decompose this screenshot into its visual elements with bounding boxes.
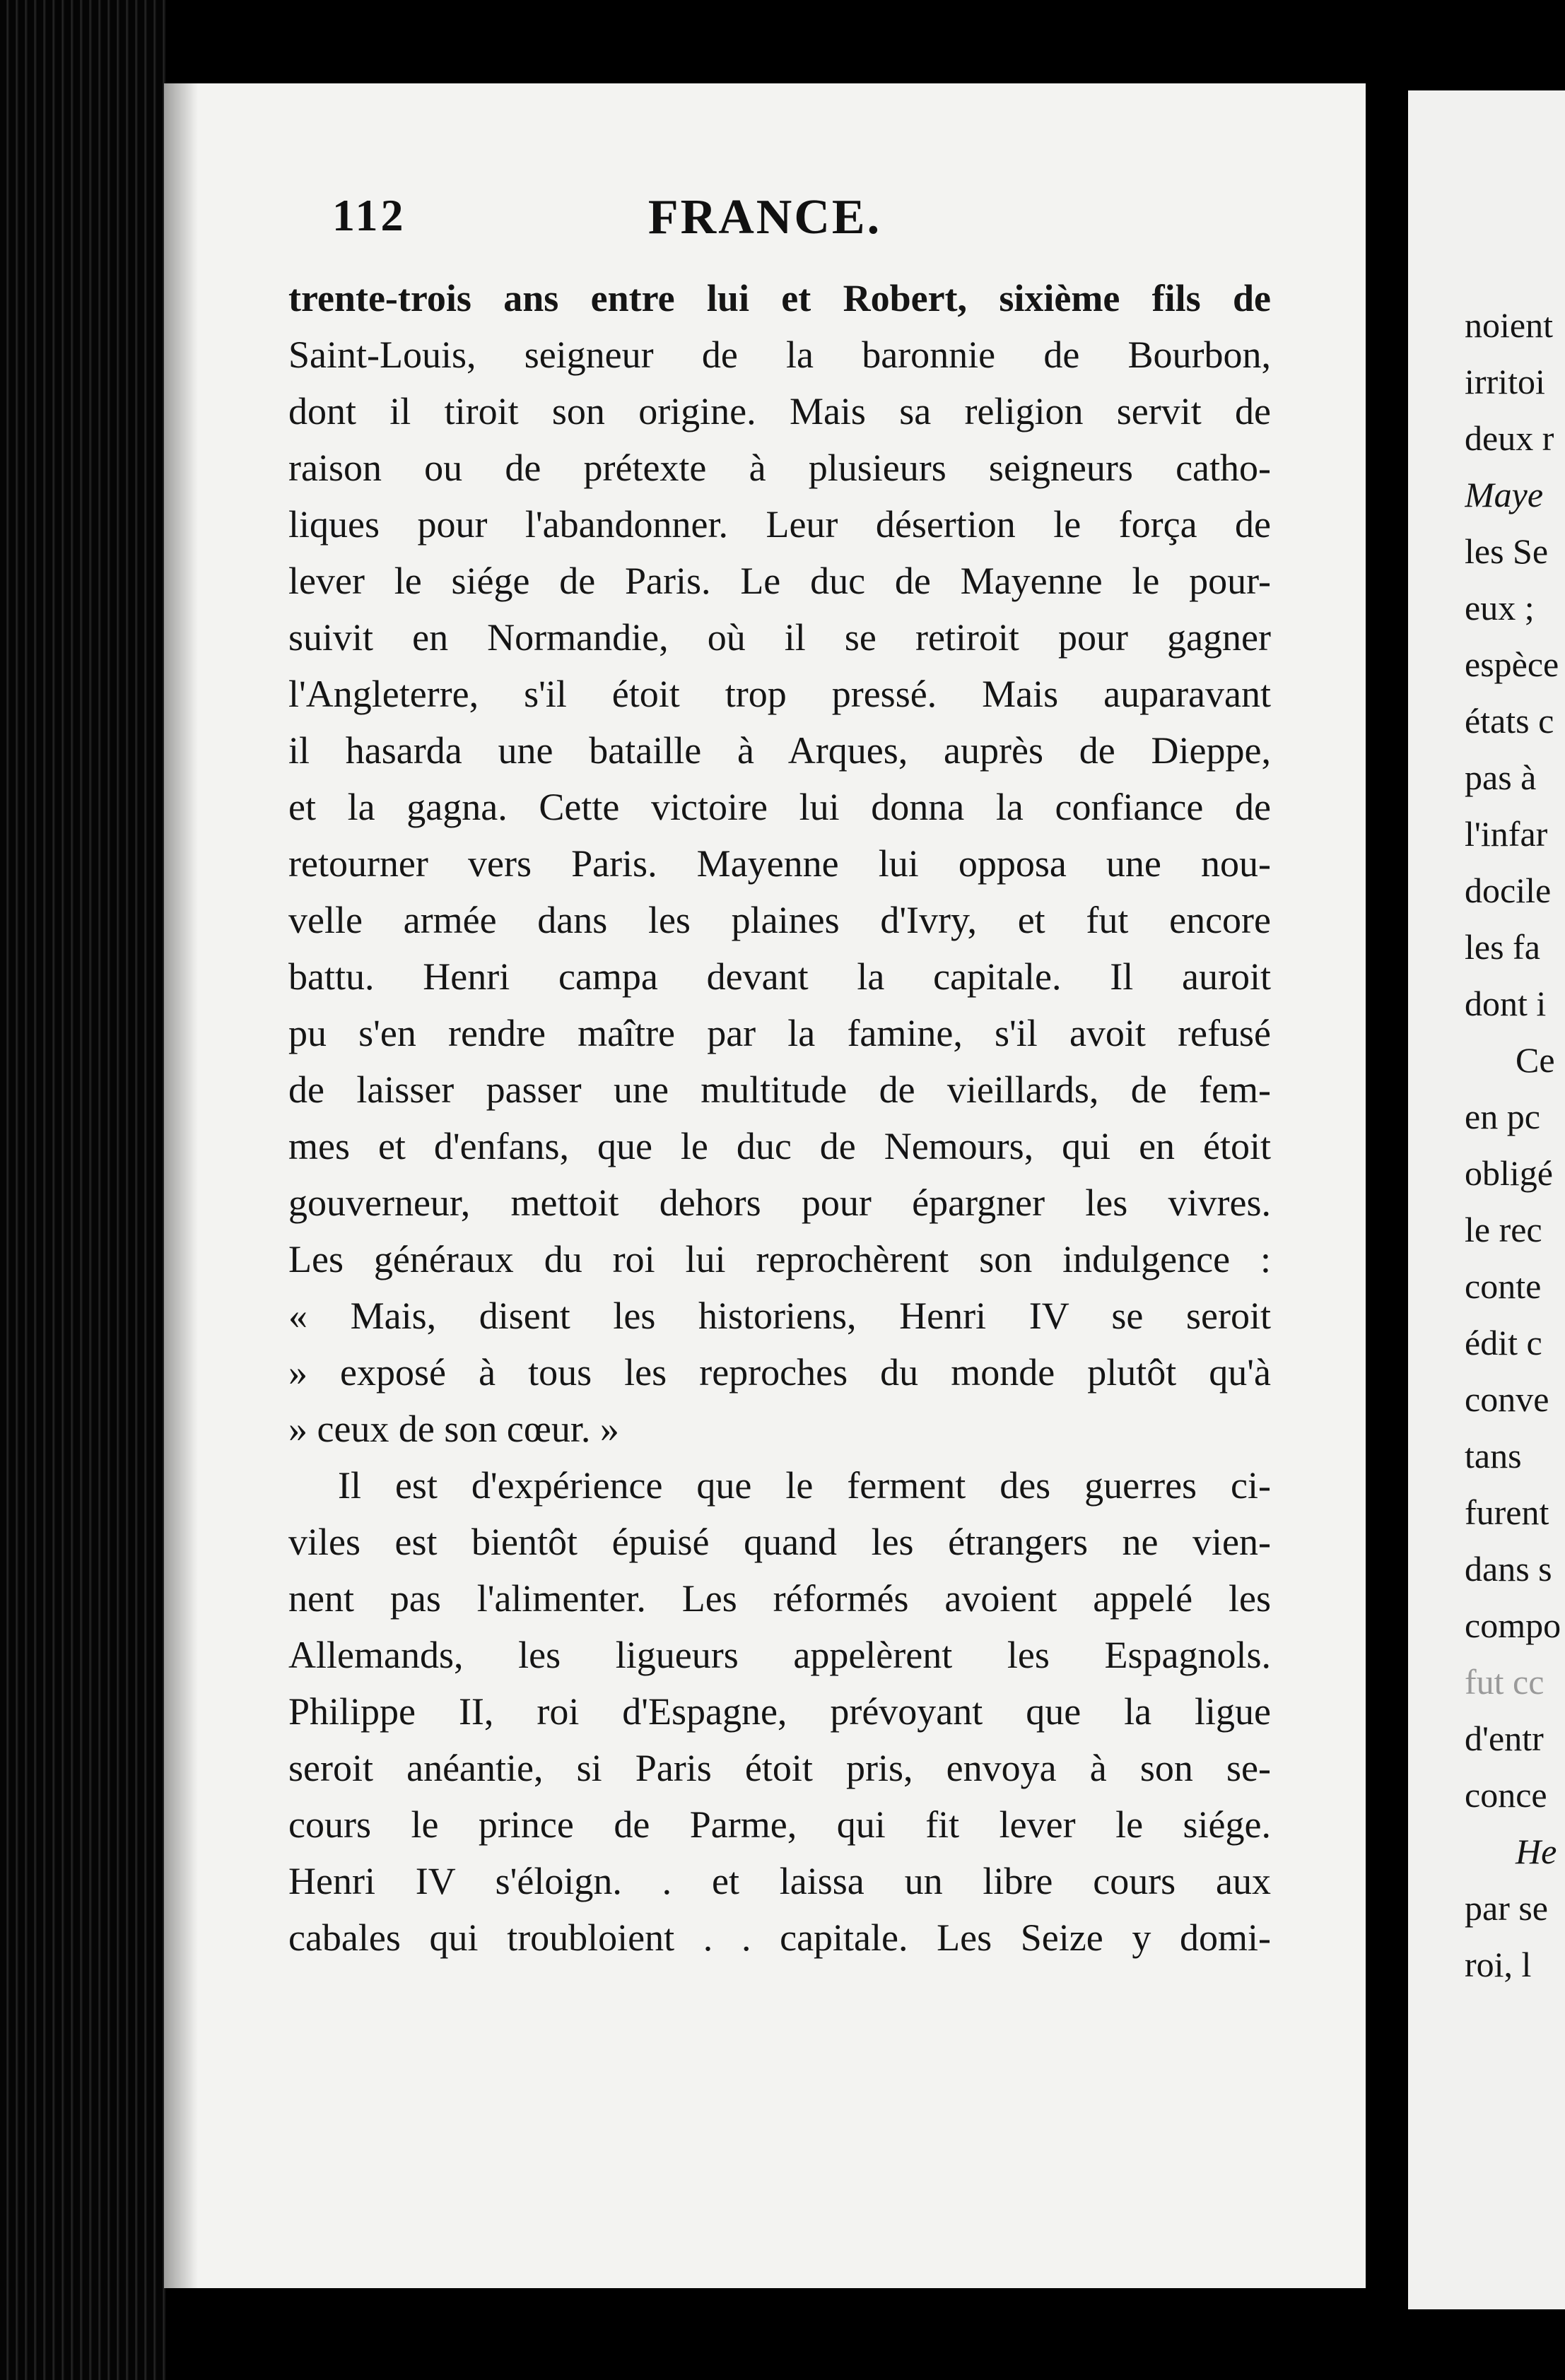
right-text-line: le rec [1465,1210,1542,1249]
text-line: de laisser passer une multitude de vieillards, de fem- [288,1068,1271,1111]
running-head [164,189,1366,267]
right-page-text [1465,297,1565,1993]
text-line: Il est d'expérience que le ferment des guerres ci- [338,1464,1271,1507]
text-line: Saint-Louis, seigneur de la baronnie de Bourbon, [288,334,1271,376]
right-text-line: l'infar [1465,814,1548,854]
text-line: Les généraux du roi lui reprochèrent son indulgence : [288,1238,1271,1280]
right-text-line: d'entr [1465,1719,1544,1758]
text-line: et la gagna. Cette victoire lui donna la confiance de [288,786,1271,828]
right-text-line: fut cc [1465,1662,1545,1702]
text-line: » ceux de son cœur. » [288,1408,619,1450]
text-line: l'Angleterre, s'il étoit trop pressé. Mais auparavant [288,673,1271,715]
text-line: » exposé à tous les reproches du monde plutôt qu'à [288,1351,1271,1394]
right-text-line: les fa [1465,927,1540,967]
text-line: il hasarda une bataille à Arques, auprès de Dieppe, [288,729,1271,772]
page-number: 112 [332,190,406,240]
text-line: nent pas l'alimenter. Les réformés avoient appelé les [288,1577,1271,1620]
right-text-line: docile [1465,871,1552,910]
right-text-line: les Se [1465,531,1549,571]
text-line: viles est bientôt épuisé quand les étrangers ne vien- [288,1521,1271,1563]
right-text-line: dont i [1465,984,1547,1023]
text-line: battu. Henri campa devant la capitale. Il auroit [288,955,1271,998]
text-line: dont il tiroit son origine. Mais sa religion servit de [288,390,1271,432]
right-text-line: états c [1465,701,1554,741]
text-line: cabales qui troubloient . . capitale. Les Seize y domi- [288,1916,1271,1959]
body-text [288,270,1271,1966]
text-line: velle armée dans les plaines d'Ivry, et fut encore [288,899,1271,941]
right-text-line: conve [1465,1379,1549,1419]
text-line: Henri IV s'éloign. . et laissa un libre cours aux [288,1860,1271,1902]
right-text-line: irritoi [1465,362,1545,401]
text-line: seroit anéantie, si Paris étoit pris, envoya à son se- [288,1747,1271,1789]
text-line: raison ou de prétexte à plusieurs seigneurs catho- [288,447,1271,489]
right-text-line: édit c [1465,1323,1542,1362]
right-text-line: noient [1465,305,1553,345]
right-text-line: pas à [1465,758,1537,797]
right-text-line: Ce [1516,1040,1555,1080]
right-text-line: roi, l [1465,1945,1532,1984]
text-line: cours le prince de Parme, qui fit lever le siége. [288,1803,1271,1846]
right-text-line: conte [1465,1266,1542,1306]
right-text-line: obligé [1465,1153,1553,1193]
text-line: « Mais, disent les historiens, Henri IV se seroit [288,1295,1271,1337]
right-text-line: furent [1465,1492,1549,1532]
gutter-shadow [164,83,198,2288]
right-text-line: deux r [1465,418,1554,458]
right-text-line: eux ; [1465,588,1535,628]
text-line: lever le siége de Paris. Le duc de Mayenne le pour- [288,560,1271,602]
right-text-line: espèce [1465,644,1559,684]
right-text-line: compo [1465,1606,1561,1645]
right-text-line: Maye [1465,475,1544,514]
text-line: gouverneur, mettoit dehors pour épargner les vivres. [288,1182,1271,1224]
right-text-line: He [1516,1832,1557,1871]
text-line: trente-trois ans entre lui et Robert, sixième fils de [288,277,1271,319]
text-line: Philippe II, roi d'Espagne, prévoyant que la ligue [288,1690,1271,1733]
text-line: suivit en Normandie, où il se retiroit pour gagner [288,616,1271,659]
right-text-line: tans [1465,1436,1522,1475]
right-text-line: conce [1465,1775,1547,1815]
text-line: retourner vers Paris. Mayenne lui opposa une nou- [288,842,1271,885]
right-text-line: en pc [1465,1097,1540,1136]
text-line: pu s'en rendre maître par la famine, s'il avoit refusé [288,1012,1271,1054]
text-line: Allemands, les ligueurs appelèrent les Espagnols. [288,1634,1271,1676]
text-line: mes et d'enfans, que le duc de Nemours, qui en étoit [288,1125,1271,1167]
text-line: liques pour l'abandonner. Leur désertion le força de [288,503,1271,546]
book-binding [0,0,166,2380]
right-text-line: par se [1465,1888,1548,1928]
right-text-line: dans s [1465,1549,1552,1589]
page-title: FRANCE. [647,190,882,245]
